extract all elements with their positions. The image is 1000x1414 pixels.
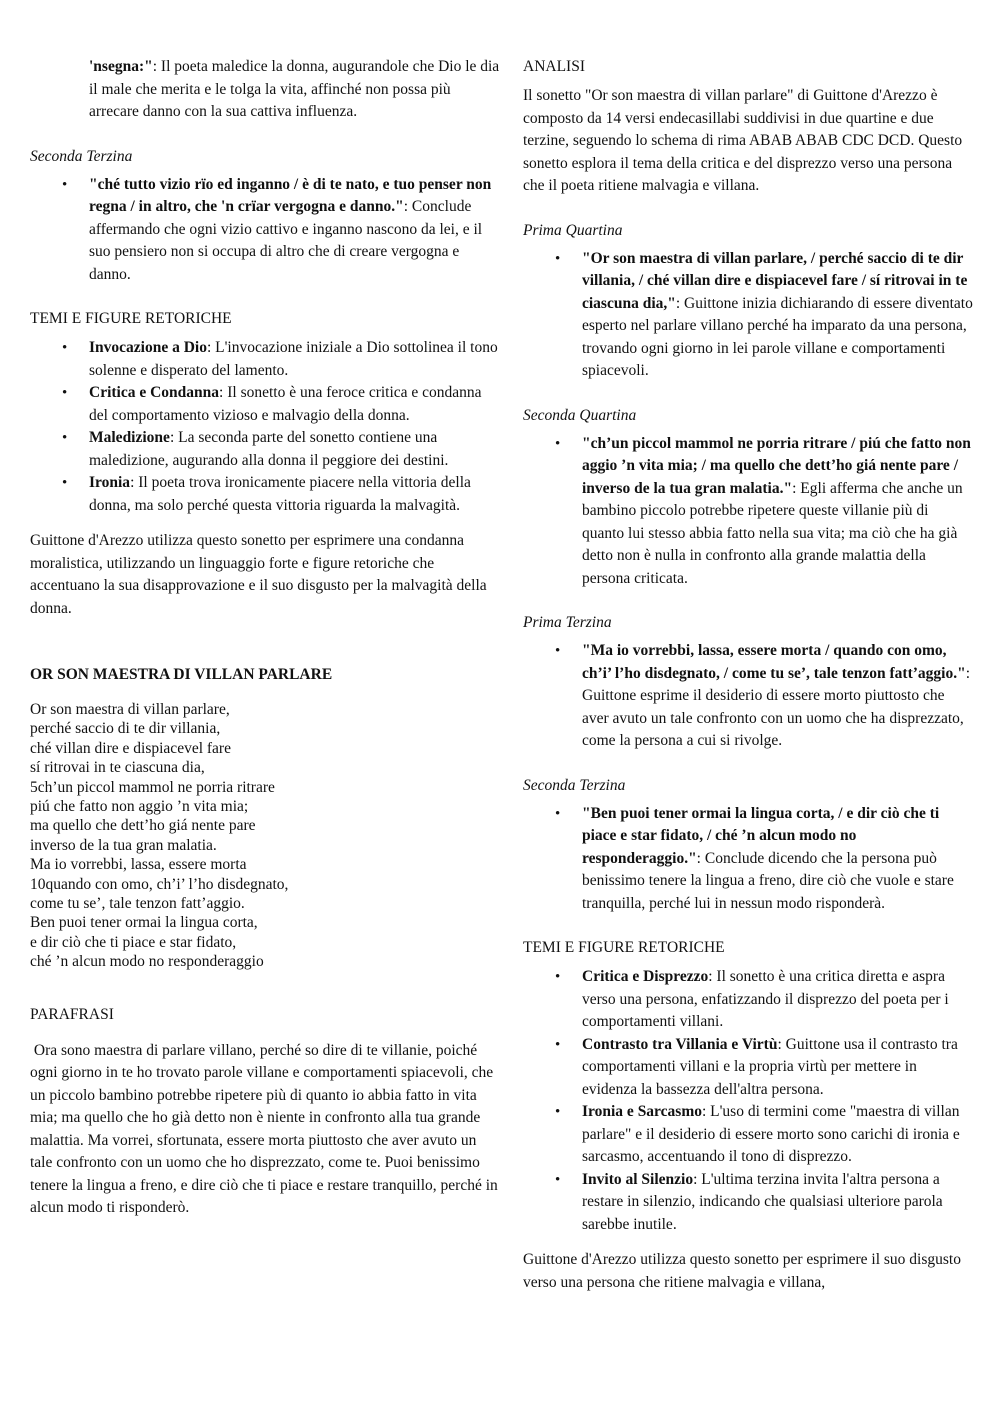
bullet-icon: • (555, 805, 561, 822)
seconda-terzina-heading: Seconda Terzina (523, 776, 626, 794)
seconda-terzina-list (30, 174, 500, 287)
item-text: : L'invocazione iniziale a Dio sottolinea il tono solenne e disperato del lamento. (89, 339, 498, 379)
bullet-icon: • (62, 176, 68, 193)
list-item (523, 433, 973, 591)
item-text: : Il poeta trova ironicamente piacere nella vittoria della donna, ma solo perché questa vittoria riguarda la malvagità. (89, 474, 471, 514)
poem-line: inverso de la tua gran malatia. (30, 836, 217, 854)
poem-line: ché villan dire e dispiacevel fare (30, 739, 231, 757)
list-item (523, 803, 973, 916)
item-bold: 'nsegna:" (89, 58, 153, 75)
parafrasi-text: Ora sono maestra di parlare villano, perché so dire di te villanie, poiché ogni giorno in te ho trovato parole villane e comportamenti spiacevoli, che un piccolo bambino potrebbe ripetere più di quanto io abbia fatto in vita mia; ma quello che ho già detto non è niente in confronto alla tua grande malattia. Ma vorrei, sfortunata, essere morta piuttosto che aver avuto un tale confronto con un uomo che ho disprezzato, come te. Puoi benissimo tenere la lingua a freno, e dire ciò che ti piace e restare tranquillo, perché in alcun modo ti risponderò. (30, 1041, 502, 1217)
bullet-icon: • (555, 969, 561, 985)
item-text: : Il sonetto è una critica diretta e aspra verso una persona, enfatizzando il disprezzo del poeta per i comportamenti villani. (582, 968, 949, 1030)
bullet-icon: • (555, 1036, 561, 1053)
seconda-terzina-heading: Seconda Terzina (30, 147, 133, 165)
prima-terzina-heading: Prima Terzina (523, 614, 612, 631)
bullet-icon: • (555, 1104, 561, 1120)
poem-title: OR SON MAESTRA DI VILLAN PARLARE (30, 666, 333, 683)
item-text: : L'ultima terzina invita l'altra persona a restare in silenzio, indicando che qualsiasi ulteriore parola sarebbe inutile. (582, 1170, 943, 1233)
seconda-quartina-heading: Seconda Quartina (523, 406, 637, 424)
poem-line: piú che fatto non aggio ’n vita mia; (30, 798, 249, 816)
item-text: : Conclude dicendo che la persona può benissimo tenere la lingua a freno, dire ciò che vuole e stare tranquilla, perché lui in nessun modo risponderà. (582, 849, 954, 912)
prima-quartina-list (523, 248, 973, 383)
list-item (523, 1101, 973, 1169)
analisi-heading: ANALISI (523, 58, 585, 75)
list-item (523, 640, 973, 753)
temi-heading: TEMI E FIGURE RETORICHE (523, 939, 725, 956)
item-bold: Critica e Condanna (89, 384, 220, 401)
seconda-terzina-list (523, 803, 973, 916)
poem-line: Ma io vorrebbi, lassa, essere morta (30, 856, 247, 874)
list-item (523, 1034, 973, 1102)
item-bold: "ch’un piccol mammol ne porria ritrare / piú che fatto non aggio ’n vita mia; / ma quello che dett’ho giá nente pare / inverso de la tua gran malatia." (582, 434, 971, 497)
item-bold: Contrasto tra Villania e Virtù (582, 1035, 778, 1053)
poem-line: Or son maestra di villan parlare, (30, 701, 230, 718)
list-item (30, 427, 500, 472)
bullet-icon: • (62, 385, 68, 401)
item-text: : Guittone inizia dichiarando di essere diventato esperto nel parlare villano perché ha imparato da una persona, trovando ogni giorno in lei parole villane e comportamenti spiacevoli. (582, 294, 973, 379)
item-bold: Invocazione a Dio (89, 339, 207, 356)
item-text: : L'uso di termini come "maestra di villan parlare" e il desiderio di essere morto sono carichi di ironia e sarcasmo, accentuando il tono di disprezzo. (582, 1103, 960, 1165)
item-text: : Il sonetto è una feroce critica e condanna del comportamento vizioso e malvagio della donna. (89, 384, 482, 424)
item-bold: "ché tutto vizio rïo ed inganno / è di te nato, e tuo penser non regna / in altro, che 'n crïar vergogna e danno." (89, 175, 492, 215)
bullet-icon: • (555, 250, 561, 267)
item-text: : Egli afferma che anche un bambino piccolo potrebbe ripetere queste villanie più di quanto lui stesso abbia fatto nella sua vita; ma ciò che ha già detto non è nulla in confronto alla grande malattia della persona criticata. (582, 479, 963, 587)
parafrasi-heading: PARAFRASI (30, 1005, 114, 1023)
item-text: : Guittone esprime il desiderio di essere morto piuttosto che aver avuto un tale confronto con un uomo che ha disprezzato, come la persona a cui si rivolge. (582, 664, 971, 749)
poem-line: e dir ciò che ti piace e star fidato, (30, 933, 237, 951)
list-item (523, 248, 973, 383)
conclusion-paragraph: Guittone d'Arezzo utilizza questo sonetto per esprimere una condanna moralistica, utilizzando un linguaggio forte e figure retoriche che accentuano la sua disapprovazione e il suo disgusto per la malvagità della donna. (30, 532, 487, 617)
bullet-icon: • (62, 430, 68, 446)
bullet-icon: • (555, 643, 561, 659)
item-text: : Il poeta maledice la donna, augurandole che Dio le dia il male che merita e le tolga la vita, affinché non possa più arrecare danno con la sua cattiva influenza. (89, 58, 500, 120)
list-item (30, 174, 500, 287)
list-item (30, 337, 500, 382)
continued-list (30, 56, 500, 124)
item-text: : La seconda parte del sonetto contiene una maledizione, augurando alla donna il peggiore dei destini. (89, 429, 449, 469)
list-item (30, 56, 500, 124)
item-bold: Maledizione (89, 429, 170, 446)
bullet-icon: • (555, 1171, 561, 1188)
seconda-quartina-list (523, 433, 973, 591)
poem-line: come tu se’, tale tenzon fatt’aggio. (30, 895, 245, 913)
list-item (30, 382, 500, 427)
temi-list (523, 966, 973, 1236)
list-item (523, 966, 973, 1034)
temi-list (30, 337, 500, 517)
conclusion-paragraph: Guittone d'Arezzo utilizza questo sonetto per esprimere il suo disgusto verso una persona che ritiene malvagia e villana, (523, 1251, 961, 1291)
poem-line: perché saccio di te dir villania, (30, 720, 221, 738)
poem-line: 5ch’un piccol mammol ne porria ritrare (30, 778, 275, 796)
temi-heading: TEMI E FIGURE RETORICHE (30, 310, 232, 327)
right-column (523, 56, 973, 1294)
bullet-icon: • (555, 435, 561, 452)
item-bold: "Or son maestra di villan parlare, / perché saccio di te dir villania, / ché villan dire e dispiacevel fare / sí ritrovai in te ciascuna dia," (582, 249, 968, 312)
poem-text (30, 700, 500, 972)
bullet-icon: • (62, 475, 68, 491)
item-bold: Invito al Silenzio (582, 1170, 694, 1188)
list-item (30, 472, 500, 517)
poem-line: 10quando con omo, ch’i’ l’ho disdegnato, (30, 875, 289, 893)
item-bold: Critica e Disprezzo (582, 968, 709, 985)
item-bold: "Ma io vorrebbi, lassa, essere morta / quando con omo, ch’i’ l’ho disdegnato, / come tu se’, tale tenzon fatt’aggio." (582, 642, 966, 682)
item-text: : Guittone usa il contrasto tra comportamenti villani e la propria virtù per mettere in evidenza la bassezza dell'altra persona. (582, 1035, 958, 1098)
left-column (30, 56, 500, 1220)
item-text: : Conclude affermando che ogni vizio cattivo e inganno nascono da lei, e il suo pensiero non si occupa di altro che di creare vergogna e danno. (89, 198, 483, 283)
item-bold: Ironia e Sarcasmo (582, 1103, 702, 1120)
item-bold: "Ben puoi tener ormai la lingua corta, / e dir ciò che ti piace e star fidato, / ché ’n alcun modo no responderaggio." (582, 804, 940, 867)
analisi-text: Il sonetto "Or son maestra di villan parlare" di Guittone d'Arezzo è composto da 14 versi endecasillabi suddivisi in due quartine e due terzine, seguendo lo schema di rima ABAB ABAB CDC DCD. Questo sonetto esplora il tema della critica e del disprezzo verso una persona che il poeta ritiene malvagia e villana. (523, 87, 963, 194)
prima-quartina-heading: Prima Quartina (523, 221, 623, 239)
poem-line: Ben puoi tener ormai la lingua corta, (30, 914, 258, 932)
poem-line: sí ritrovai in te ciascuna dia, (30, 759, 205, 777)
poem-line: ché ’n alcun modo no responderaggio (30, 953, 264, 971)
poem-line: ma quello che dett’ho giá nente pare (30, 817, 256, 835)
prima-terzina-list (523, 640, 973, 753)
bullet-icon: • (62, 340, 68, 356)
item-bold: Ironia (89, 474, 131, 491)
list-item (523, 1169, 973, 1237)
